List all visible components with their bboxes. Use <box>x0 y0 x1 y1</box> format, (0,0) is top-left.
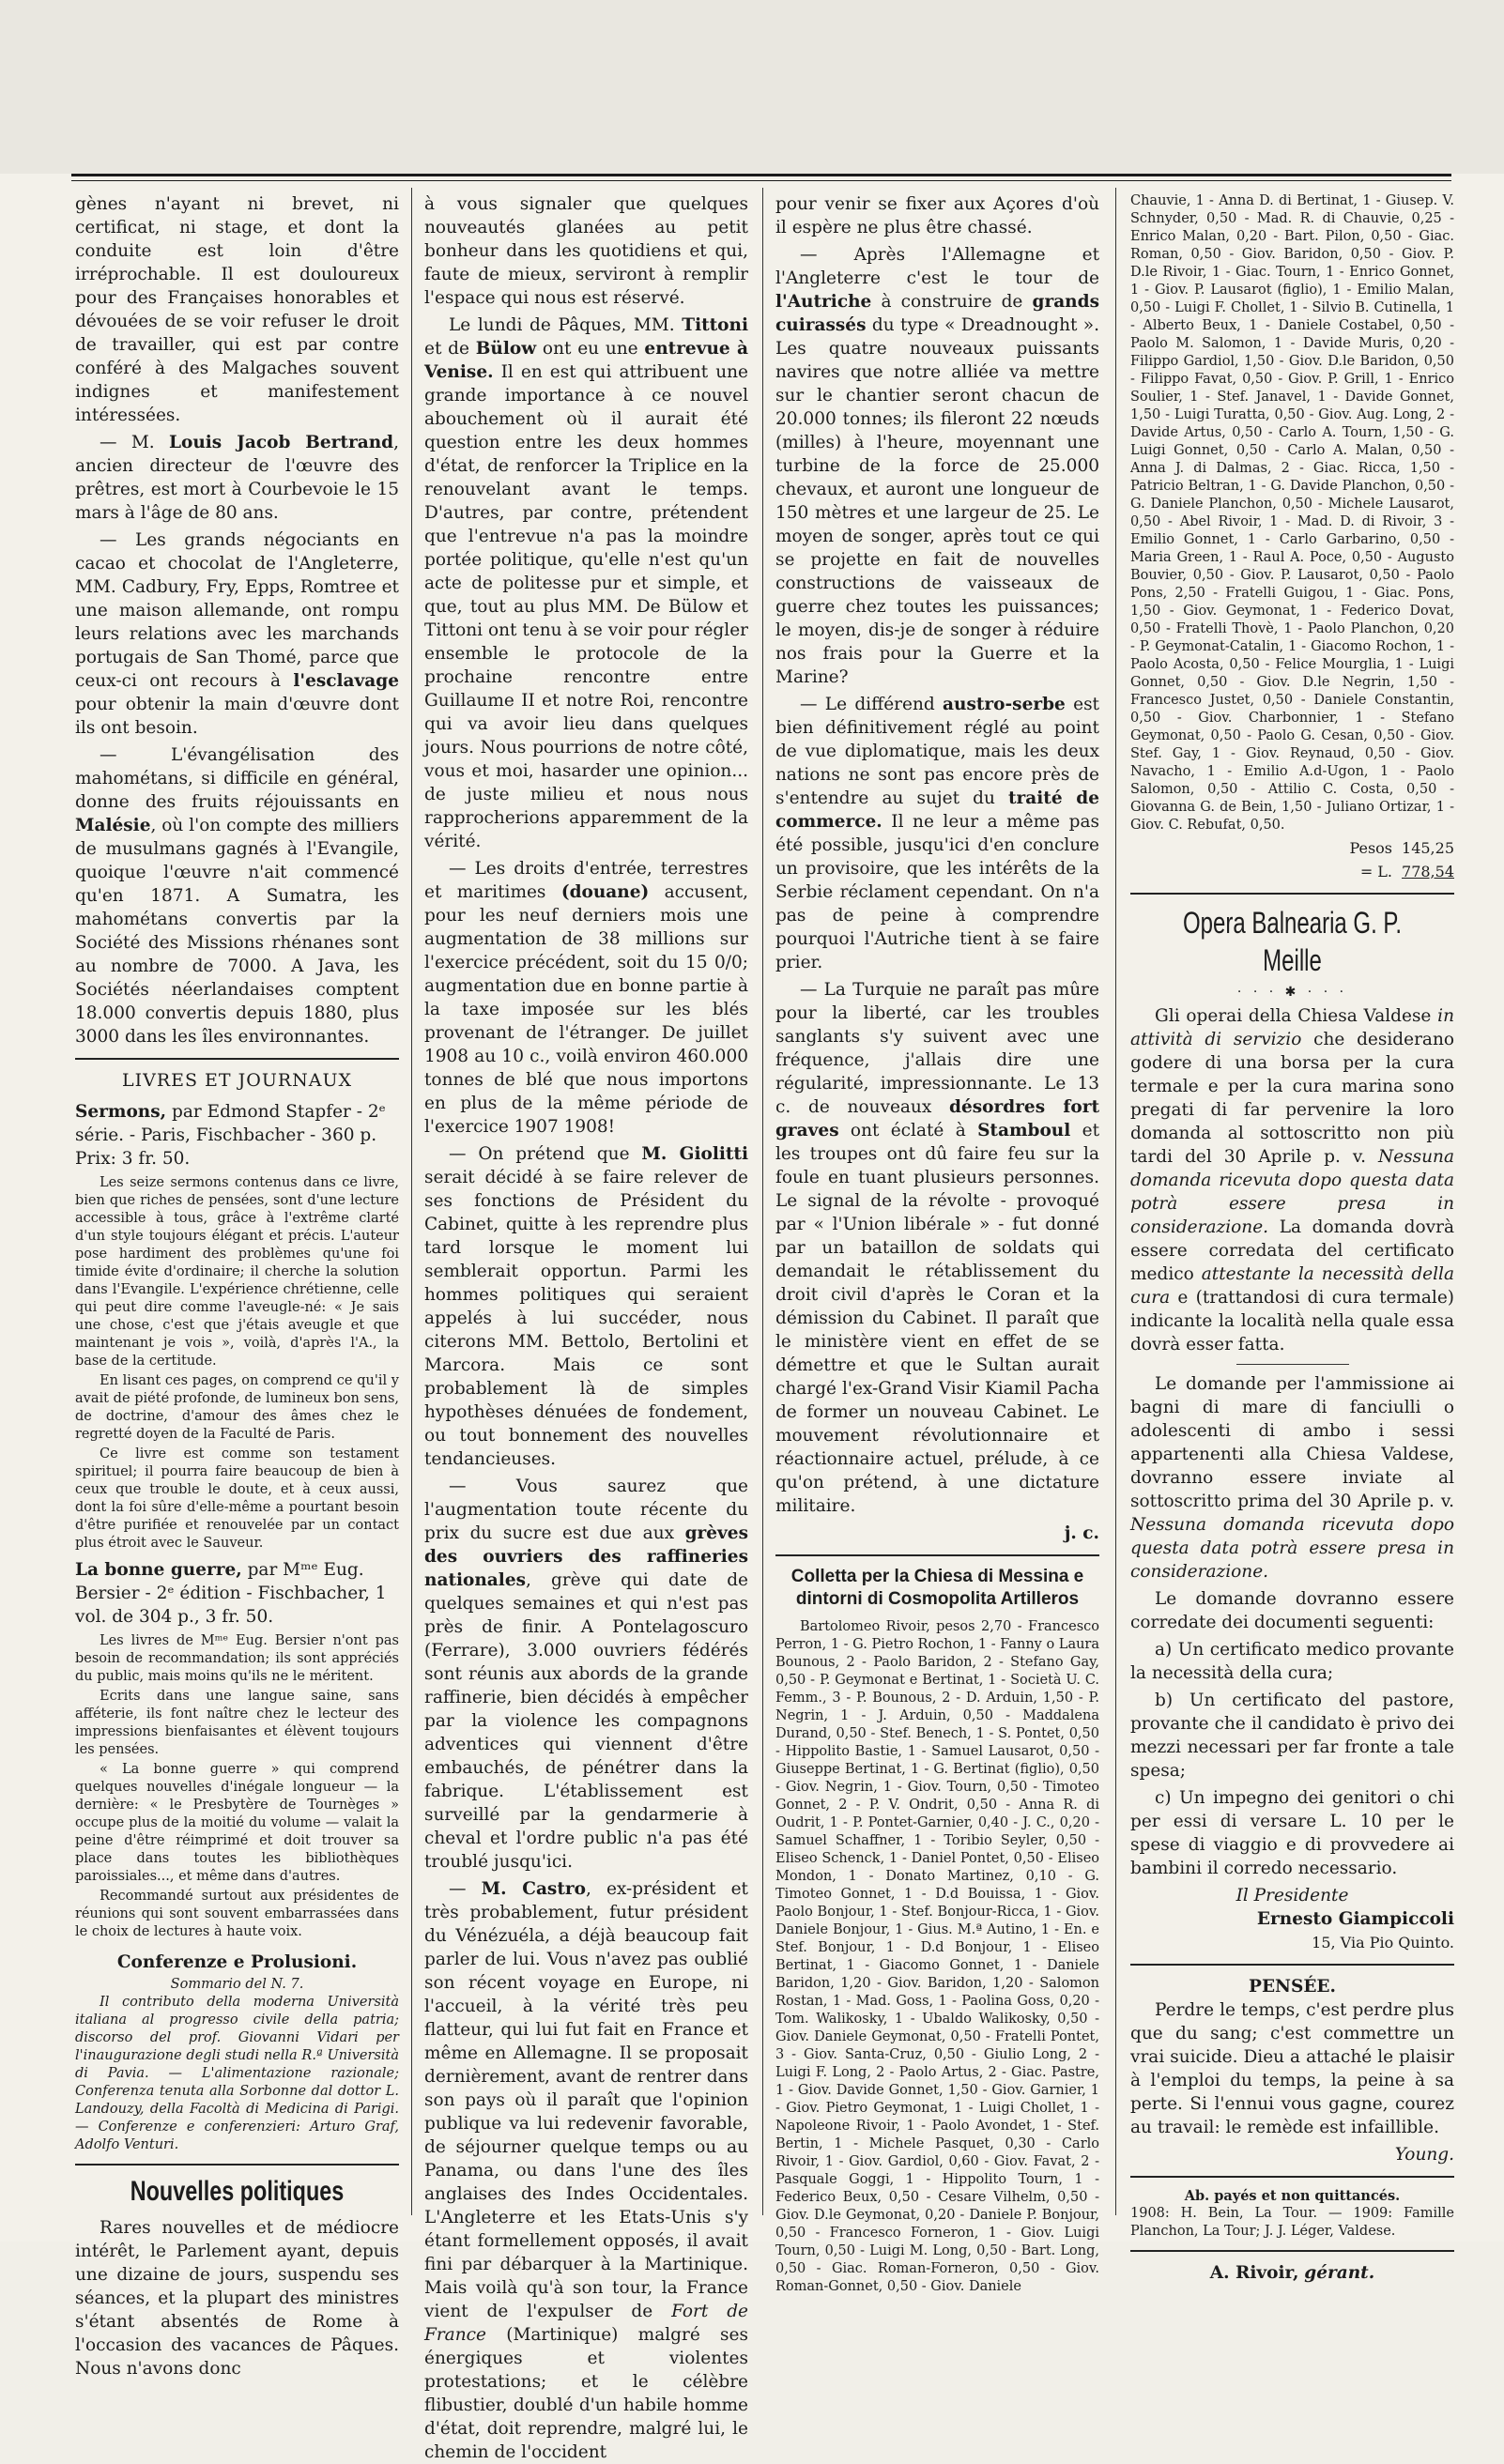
article-paragraph: Rares nouvelles et de médiocre intérêt, le Parlement ayant, depuis une dizaine de jours, suspendu ses séances, et la plupart des ministres s'étant absentés de Rome à l'occasion des vacances de Pâques. Nous n'avons donc <box>75 2218 399 2379</box>
colletta-list-continued: Chauvie, 1 - Anna D. di Bertinat, 1 - Giusep. V. Schnyder, 0,50 - Mad. R. di Chauvie, 0,25 - Enrico Malan, 0,20 - Bart. Pilon, 0,50 - Giac. Roman, 0,50 - Giov. Baridon, 0,50 - Giov. P. D.le Rivoir, 1 - Giac. Tourn, 1 - Enrico Gonnet, 1 - Giov. P. Lausarot (figlio), 1 - Emilio Malan, 0,50 - Luigi F. Chollet, 1 - Silvio B. Cutinella, 1 - Alberto Beux, 1 - Daniele Costabel, 0,50 - Paolo M. Salomon, 1 - Davide Muris, 0,20 - Filippo Gardiol, 1,50 - Giov. D.le Baridon, 0,50 - Filippo Favat, 0,50 - Giov. P. Grill, 1 - Enrico Soulier, 1 - Stef. Janavel, 1 - Davide Gonnet, 1,50 - Luigi Turatta, 0,50 - Giov. Aug. Long, 2 - Davide Artus, 0,50 - Carlo A. Tourn, 1,50 - G. Luigi Gonnet, 0,50 - Carlo A. Malan, 0,50 - Anna J. di Dalmas, 2 - Giac. Ricca, 1,50 - Patricio Beltran, 1 - G. Davide Planchon, 0,50 - G. Daniele Planchon, 0,50 - Michele Lausarot, 0,50 - Abel Rivoir, 1 - Mad. D. di Rivoir, 3 - Emilio Gonnet, 1 - Carlo Garbarino, 0,50 - Maria Green, 1 - Raul A. Poce, 0,50 - Augusto Bouvier, 0,50 - Giov. P. Lausarot, 0,50 - Paolo Pons, 2,50 - Fratelli Guigou, 1 - Giac. Pons, 1,50 - Giov. Geymonat, 1 - Federico Dovat, 0,50 - Fratelli Thovè, 1 - Paolo Planchon, 0,20 - P. Geymonat-Catalin, 1 - Giacomo Rochon, 1 - Paolo Acosta, 0,50 - Felice Mourglia, 1 - Luigi Gonnet, 0,50 - Giov. D.le Negrin, 1,50 - Francesco Justet, 0,50 - Daniele Constantin, 0,50 - Giov. Charbonnier, 1 - Stefano Geymonat, 0,50 - Paolo G. Cesan, 0,50 - Giov. Stef. Gay, 1 - Giov. Reynaud, 0,50 - Giov. Navacho, 1 - Emilio A.d-Ugon, 1 - Paolo Salomon, 0,50 - Attilio C. Costa, 0,50 - Giovanna G. de Bein, 1,50 - Juliano Ortizar, 1 - Giov. C. Rebufat, 0,50. <box>1130 193 1454 833</box>
article-paragraph: — La Turquie ne paraît pas mûre pour la liberté, car les troubles sanglants s'y suivent avec une fréquence, j'allais dire une régularité, impressionnante. Le 13 c. de nouveaux désordres fort graves ont éclaté à Stamboul et les troupes ont dû faire feu sur la foule en tuant plusieurs personnes. Le signal de la révolte - provoqué par « l'Union libérale » - fut donné par un bataillon de soldats qui demandait le rétablissement du droit civil d'après le Coran et la démission du Cabinet. Il paraît que le ministère vient en effet de se démettre et que le Sultan aurait chargé l'ex-Grand Visir Kiamil Pacha de former un nouveau Cabinet. Le mouvement révolutionnaire et réactionnaire actuel, prélude, à ce qu'on prétend, à une dictature militaire. <box>775 980 1100 1516</box>
book-review <box>75 1174 399 1553</box>
short-rule <box>1236 1364 1349 1365</box>
section-rule <box>1130 1964 1454 1966</box>
gerant-line: A. Rivoir, gérant. <box>1209 2263 1375 2283</box>
section-title-livres: LIVRES ET JOURNAUX <box>121 1070 353 1091</box>
abonnements-text: 1908: H. Bein, La Tour. — 1909: Famille Planchon, La Tour; J. J. Léger, Valdese. <box>1130 2206 1454 2239</box>
presidente-name: Ernesto Giampiccoli <box>1256 1909 1454 1929</box>
requirement-a: a) Un certificato medico provante la necessità della cura; <box>1130 1640 1454 1683</box>
column-divider <box>411 188 412 2215</box>
nouvelles-politiques-heading: Nouvelles politiques <box>130 2176 345 2207</box>
column-3 <box>775 192 1100 2294</box>
article-paragraph: gènes n'ayant ni brevet, ni certificat, ni stage, et dont la conduite est loin d'être irréprochable. Il est douloureux pour des Françaises honorables et dévouées de se voir refuser le droit de travailler, qui est par contre conféré à des Malgaches souvent indignes et manifestement intéressées. <box>75 194 399 425</box>
pensee-author: Young. <box>1394 2145 1454 2165</box>
review-paragraph: Les seize sermons contenus dans ce livre, bien que riches de pensées, sont d'une lecture accessible à tous, grâce à l'extrême clarté d'un style toujours élégant et précis. L'auteur pose hardiment des problèmes qu'une foi timide évite d'ordinaire; il cherche la solution dans l'Evangile. L'expérience chrétienne, celle qui peut dire comme l'aveugle-né: « Je sais une chose, c'est que j'étais aveugle et que maintenant je vois », voilà, d'après l'A., la base de la certitude. <box>75 1175 399 1369</box>
section-rule <box>1130 893 1454 895</box>
colletta-heading: Colletta per la Chiesa di Messina e dintorni di Cosmopolita Artilleros <box>790 1567 1084 1609</box>
opera-balnearia-heading: Opera Balnearia G. P. Meille <box>1182 906 1403 977</box>
top-rule <box>71 174 1451 176</box>
article-paragraph: — Vous saurez que l'augmentation toute récente du prix du sucre est due aux grèves des ouvriers des raffineries nationales, grève qui date de quelques semaines et qui n'est pas près de finir. A Pontelagoscuro (Ferrare), 3.000 ouvriers fédérés sont réunis aux abords de la grande raffinerie, bien décidés à empêcher par la violence les compagnons adventices qui viennent d'être embauchés, de pénétrer dans la fabrique. L'établissement est surveillé par la gendarmerie à cheval et l'ordre public n'a pas été troublé jusqu'ici. <box>424 1477 748 1872</box>
article-paragraph: — Les grands négociants en cacao et chocolat de l'Angleterre, MM. Cadbury, Fry, Epps, Romtree et une maison allemande, ont rompu leurs relations avec les marchands portugais de San Thomé, parce que ceux-ci ont recours à l'esclavage pour obtenir la main d'œuvre dont ils ont besoin. <box>75 530 399 738</box>
page-top-margin <box>0 0 1504 174</box>
article-paragraph: — L'évangélisation des mahométans, si difficile en général, donne des fruits réjouissants en Malésie, où l'on compte des milliers de musulmans gagnés à l'Evangile, quoique l'œuvre n'ait commencé qu'en 1871. A Sumatra, les mahométans convertis par la Société des Missions rhénanes sont au nombre de 7000. A Java, les Sociétés néerlandaises comptent 18.000 convertis depuis 1880, plus 3000 dans les îles environnantes. <box>75 745 399 1047</box>
pensee-text: Perdre le temps, c'est perdre plus que du sang; c'est commettre un vrai suicide. Dieu a attaché le plaisir à l'emploi du temps, la peine à sa perte. Si l'ennui vous gagne, courez au travail: le remède est infaillible. <box>1130 2000 1454 2137</box>
conferenze-title: Conferenze e Prolusioni. <box>116 1952 358 1972</box>
section-rule <box>1130 2176 1454 2178</box>
review-paragraph: Ce livre est comme son testament spirituel; il pourra faire beaucoup de bien à ceux que trouble le doute, et à ceux aussi, dont la foi sûre d'elle-même a pourtant besoin d'être purifiée et renouvelée par un contact plus étroit avec le Sauveur. <box>75 1446 399 1551</box>
presidente-label: Il Presidente <box>1235 1886 1349 1905</box>
section-rule <box>75 2164 399 2166</box>
review-paragraph: Les livres de Mᵐᵉ Eug. Bersier n'ont pas besoin de recommandation; ils sont appréciés du public, mais moins qu'ils ne le méritent. <box>75 1633 399 1684</box>
article-paragraph: — Après l'Allemagne et l'Angleterre c'est le tour de l'Autriche à construire de grands cuirassés du type « Dreadnought ». Les quatre nouveaux puissants navires que notre alliée va mettre sur le chantier seront chacun de 20.000 tonnes; ils fileront 22 nœuds (milles) à l'heure, moyennant une turbine de la force de 25.000 chevaux, et auront une longueur de 150 mètres et une largeur de 25. Le moyen de songer, après tout ce qui se projette en fait de nouvelles constructions de vaisseaux de guerre chez toutes les puissances; le moyen, dis-je de songer à réduire nos frais pour la Guerre et la Marine? <box>775 245 1099 687</box>
column-2 <box>424 192 749 2462</box>
review-paragraph: En lisant ces pages, on comprend ce qu'il y avait de piété profonde, de lumineux bon sens, de doctrine, d'amour des âmes chez le regretté doyen de la Faculté de Paris. <box>75 1373 399 1442</box>
colletta-list: Bartolomeo Rivoir, pesos 2,70 - Francesco Perron, 1 - G. Pietro Rochon, 1 - Fanny o Laura Bounous, 2 - Paolo Baridon, 2 - Stefano Gay, 0,50 - P. Geymonat e Bertinat, 1 - Società U. C. Femm., 3 - P. Bounous, 2 - D. Arduin, 1,50 - P. Negrin, 1 - J. Arduin, 0,50 - Maddalena Durand, 0,50 - Stef. Benech, 1 - S. Pontet, 0,50 - Hippolito Bastie, 1 - Samuel Lausarot, 0,50 - Giuseppe Bertinat, 1 - G. Bertinat (figlio), 0,50 - Giov. Negrin, 1 - Giov. Tourn, 0,50 - Timoteo Gonnet, 2 - P. V. Ondrit, 0,50 - Anna R. di Oudrit, 1 - P. Pontet-Garnier, 0,40 - J. C., 0,20 - Samuel Schaffner, 1 - Toribio Seyler, 0,50 - Eliseo Schenck, 1 - Daniel Pontet, 0,50 - Eliseo Mondon, 1 - Donato Martinez, 0,10 - G. Timoteo Gonnet, 1 - D.d Bouissa, 1 - Giov. Paolo Bonjour, 1 - Stef. Bonjour-Ricca, 1 - Giov. Daniele Bonjour, 1 - Gius. M.ª Autino, 1 - En. e Stef. Bonjour, 1 - D.d Bonjour, 1 - Eliseo Bertinat, 1 - Giacomo Gonnet, 1 - Daniele Baridon, 1,20 - Giov. Baridon, 1,20 - Salomon Rostan, 1 - Mad. Goss, 1 - Paolina Goss, 0,20 - Tom. Walikosky, 1 - Ubaldo Walikosky, 0,50 - Giov. Daniele Geymonat, 0,50 - Fratelli Pontet, 3 - Giov. Santa-Cruz, 0,50 - Giulio Long, 2 - Luigi F. Long, 2 - Paolo Artus, 2 - Giac. Pastre, 1 - Giov. Davide Gonnet, 1,50 - Giov. Garnier, 1 - Giov. Pietro Geymonat, 1 - Luigi Chollet, 1 - Napoleone Rivoir, 1 - Paolo Avondet, 1 - Stef. Bertin, 1 - Michele Pasquet, 0,30 - Carlo Rivoir, 1 - Giov. Gardiol, 0,60 - Giov. Favat, 2 - Pasquale Goggi, 1 - Hippolito Tourn, 1 - Federico Beux, 0,50 - Cesare Vilhelm, 0,50 - Giov. D.le Geymonat, 0,20 - Daniele P. Bonjour, 0,50 - Francesco Forneron, 1 - Giov. Luigi Tourn, 0,50 - Luigi M. Long, 0,50 - Bart. Long, 0,50 - Giac. Roman-Forneron, 0,50 - Giov. Roman-Gonnet, 0,50 - Giov. Daniele <box>775 1619 1099 2294</box>
article-paragraph: Le domande per l'ammissione ai bagni di mare di fanciulli o adolescenti di ambo i sessi appartenenti alla Chiesa Valdese, dovranno essere inviate al sottoscritto prima del 30 Aprile p. v. Nessuna domanda ricevuta dopo questa data potrà essere presa in considerazione. <box>1130 1374 1454 1582</box>
presidente-address: 15, Via Pio Quinto. <box>1312 1934 1454 1951</box>
section-rule <box>775 1554 1099 1556</box>
colletta-total-pesos: Pesos 145,25 <box>1349 839 1454 857</box>
column-divider <box>1115 188 1116 2215</box>
article-paragraph: pour venir se fixer aux Açores d'où il espère ne plus être chassé. <box>775 194 1099 237</box>
column-4 <box>1130 192 1454 2283</box>
article-paragraph: — M. Castro, ex-président et très probablement, futur président du Vénézuéla, a déjà beaucoup fait parler de lui. Vous n'avez pas oublié son récent voyage en Europe, ni l'accueil, à la vérité très peu flatteur, qui lui fut fait en France et même en Allemagne. Il se proposait dernièrement, avant de rentrer dans son pays où il paraît que l'opinion publique va lui redevenir favorable, de séjourner quelque temps ou au Panama, ou dans l'une des îles anglaises des Indes Occidentales. L'Angleterre et les Etats-Unis s'y étant formellement opposés, il avait fini par débarquer à la Martinique. Mais voilà qu'à son tour, la France vient de l'expulser de Fort de France (Martinique) malgré ses énergiques et violentes protestations; et le célèbre flibustier, doublé d'un habile homme d'état, doit reprendre, malgré lui, le chemin de l'occident <box>424 1879 748 2462</box>
review-paragraph: « La bonne guerre » qui comprend quelques nouvelles d'inégale longueur — la dernière: « le Presbytère de Tournèges » occupe plus de la moitié du volume — valait la peine d'être réimprimé et doit trouver sa place dans toutes les bibliothèques paroissiales..., et même dans d'autres. <box>75 1762 399 1884</box>
top-rule-thin <box>71 180 1451 181</box>
column-divider <box>762 188 763 2215</box>
pensee-title: PENSÉE. <box>1249 1977 1336 1997</box>
book-review <box>75 1632 399 1941</box>
article-paragraph: — Les droits d'entrée, terrestres et maritimes (douane) accusent, pour les neuf derniers mois une augmentation de 38 millions sur l'exercice précédent, soit du 15 0/0; augmentation due en bonne partie à la taxe imposée sur les blés provenant de l'étranger. De juillet 1908 au 10 c., voilà environ 460.000 tonnes de blé que nous importons en plus de la même période de l'exercice 1907 1908! <box>424 859 748 1137</box>
article-signature: j. c. <box>1064 1523 1099 1543</box>
article-paragraph: — On prétend que M. Giolitti serait décidé à se faire relever de ses fonctions de Président du Cabinet, quitte à les reprendre plus tard lorsque le moment lui semblerait opportun. Parmi les hommes politiques qui seraient appelés à lui succéder, nous citerons MM. Bettolo, Bertolini et Marcora. Mais ce sont probablement là de simples hypothèses dénuées de fondement, ou tout bonnement des nouvelles tendancieuses. <box>424 1144 749 1469</box>
article-paragraph: — Le différend austro-serbe est bien définitivement réglé au point de vue diplomatique, mais les deux nations ne sont pas encore près de s'entendre au sujet du traité de commerce. Il ne leur a même pas été possible, jusqu'ici d'en conclure un provisoire, que les intérêts de la Serbie réclament cependant. On n'a pas de peine à comprendre pourquoi l'Autriche tient à se faire prier. <box>775 695 1099 972</box>
colletta-total-lire: = L. 778,54 <box>1359 863 1454 880</box>
requirement-b: b) Un certificato del pastore, provante che il candidato è privo dei mezzi necessari per far fronte a tale spesa; <box>1130 1691 1454 1781</box>
article-paragraph: — M. Louis Jacob Bertrand, ancien directeur de l'œuvre des prêtres, est mort à Courbevoie le 15 mars à l'âge de 80 ans. <box>75 433 399 523</box>
requirement-c: c) Un impegno dei genitori o chi per essi di versare L. 10 per le spese di viaggio e di provvedere ai bambini il corredo necessario. <box>1130 1788 1454 1878</box>
article-paragraph: Gli operai della Chiesa Valdese in attività di servizio che desiderano godere di una borsa per la cura termale e per la cura marina sono pregati di far pervenire la loro domanda al sottoscritto non più tardi del 30 Aprile p. v. Nessuna domanda ricevuta dopo questa data potrà essere presa in considerazione. La domanda dovrà essere corredata del certificato medico attestante la necessità della cura e (trattandosi di cura termale) indicante la località nella quale essa dovrà esser fatta. <box>1130 1006 1454 1354</box>
section-rule <box>1130 2250 1454 2252</box>
section-rule <box>75 1058 399 1060</box>
conferenze-sommario: Sommario del N. 7. <box>170 1977 304 1992</box>
conferenze-text: Il contributo della moderna Università italiana al progresso civile della patria; discorso del prof. Giovanni Vidari per l'inaugurazione degli studi nella R.ª Università di Pavia. — L'alimentazione razionale; Conferenza tenuta alla Sorbonne dal dottor L. Landouzy, della Facoltà di Medicina di Parigi. — Conferenze e conferenzieri: Arturo Graf, Adolfo Venturi. <box>75 1995 399 2152</box>
article-paragraph: Le lundi de Pâques, MM. Tittoni et de Bülow ont eu une entrevue à Venise. Il en est qui attribuent une grande importance à ce nouvel abouchement où il aurait été question entre les deux hommes d'état, de renforcer la Triplice en la renouvelant avant le temps. D'autres, par contre, prétendent que l'entrevue n'a pas la moindre portée politique, qu'elle n'est qu'un acte de politesse pur et simple, et que, tout au plus MM. De Bülow et Tittoni ont tenu à se voir pour régler ensemble le protocole de la prochaine rencontre entre Guillaume II et notre Roi, rencontre qui va avoir lieu dans quelques jours. Nous pourrions de notre côté, vous et moi, hasarder une opinion... de juste milieu et nous nous rapprocherions apparemment de la vérité. <box>424 315 749 851</box>
book-entry: Sermons, par Edmond Stapfer - 2ᵉ série. - Paris, Fischbacher - 360 p. Prix: 3 fr. 50. <box>75 1102 386 1169</box>
article-paragraph: Le domande dovranno essere corredate dei documenti seguenti: <box>1130 1589 1454 1632</box>
abonnements-title: Ab. payés et non quittancés. <box>1184 2188 1401 2204</box>
book-entry: La bonne guerre, par Mᵐᵉ Eug. Bersier - 2ᵉ édition - Fischbacher, 1 vol. de 304 p., 3 fr. 50. <box>75 1560 387 1627</box>
review-paragraph: Recommandé surtout aux présidentes de réunions qui sont souvent embarrassées dans le choix de lectures à haute voix. <box>75 1889 399 1939</box>
article-paragraph: à vous signaler que quelques nouveautés glanées au petit bonheur dans les quotidiens et qui, faute de mieux, serviront à remplir l'espace qui nous est réservé. <box>424 194 748 308</box>
column-1 <box>75 192 399 2379</box>
review-paragraph: Ecrits dans une langue saine, sans afféterie, ils font naître chez le lecteur des impressions bienfaisantes et élèvent toujours les pensées. <box>75 1689 399 1757</box>
ornament: · · · ✱ · · · <box>1236 985 1348 1000</box>
